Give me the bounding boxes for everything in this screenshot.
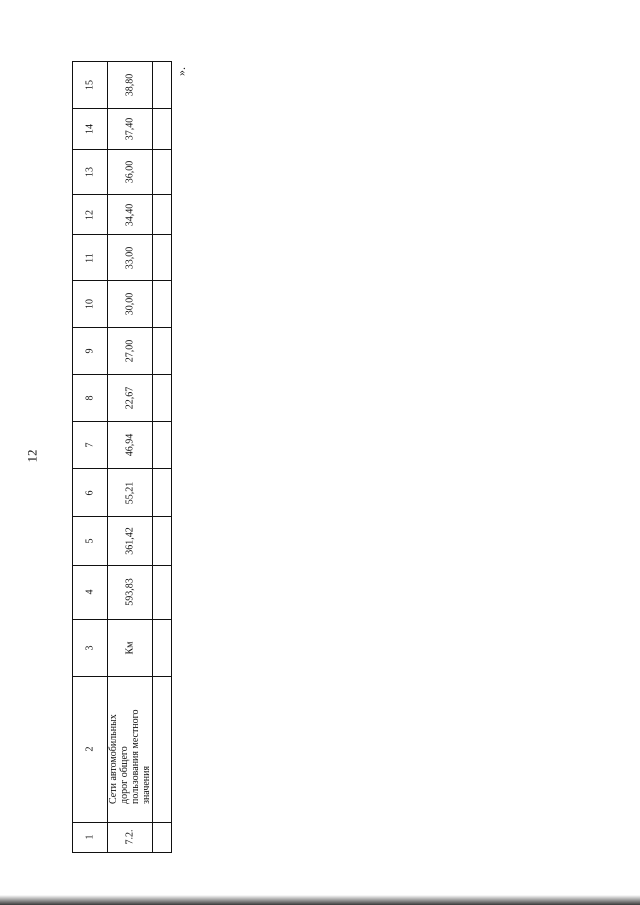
header-cell: 14 bbox=[73, 109, 108, 150]
table-cell: Км bbox=[108, 619, 153, 676]
table-cell: 38,80 bbox=[108, 62, 153, 109]
table-cell: 593,83 bbox=[108, 565, 153, 619]
table-cell-empty bbox=[153, 195, 172, 235]
header-cell: 3 bbox=[73, 619, 108, 676]
header-cell: 15 bbox=[73, 62, 108, 109]
table-cell: 36,00 bbox=[108, 150, 153, 195]
header-cell: 9 bbox=[73, 328, 108, 375]
table-cell: 37,40 bbox=[108, 109, 153, 150]
table-cell: 33,00 bbox=[108, 235, 153, 281]
scan-edge bbox=[0, 895, 640, 905]
table-cell-empty bbox=[153, 822, 172, 852]
header-cell: 5 bbox=[73, 517, 108, 565]
table-cell: 22,67 bbox=[108, 375, 153, 422]
table-cell: 30,00 bbox=[108, 281, 153, 328]
table-cell: 55,21 bbox=[108, 469, 153, 517]
header-cell: 6 bbox=[73, 469, 108, 517]
header-cell: 7 bbox=[73, 422, 108, 469]
table-cell: 361,42 bbox=[108, 517, 153, 565]
table-cell-empty bbox=[153, 109, 172, 150]
header-cell: 10 bbox=[73, 281, 108, 328]
header-cell: 2 bbox=[73, 676, 108, 822]
table-cell-empty bbox=[153, 375, 172, 422]
header-cell: 4 bbox=[73, 565, 108, 619]
table-cell-empty bbox=[153, 422, 172, 469]
table-cell-description: Сети автомобильных дорог общего пользования местного значения bbox=[108, 676, 153, 822]
table-cell-empty bbox=[153, 619, 172, 676]
header-cell: 13 bbox=[73, 150, 108, 195]
table-cell-empty bbox=[153, 517, 172, 565]
table-cell: 27,00 bbox=[108, 328, 153, 375]
table-cell: 7.2. bbox=[108, 822, 153, 852]
table-cell-empty bbox=[153, 676, 172, 822]
table-cell-empty bbox=[153, 565, 172, 619]
header-cell: 8 bbox=[73, 375, 108, 422]
header-cell: 1 bbox=[73, 822, 108, 852]
data-table bbox=[72, 61, 168, 853]
table-cell: 34,40 bbox=[108, 195, 153, 235]
table-cell-empty bbox=[153, 235, 172, 281]
page-number: 12 bbox=[24, 449, 40, 463]
header-cell: 11 bbox=[73, 235, 108, 281]
table-cell-empty bbox=[153, 328, 172, 375]
header-cell: 12 bbox=[73, 195, 108, 235]
table-cell-empty bbox=[153, 150, 172, 195]
closing-quote-mark: ». bbox=[174, 67, 188, 76]
table-cell: 46,94 bbox=[108, 422, 153, 469]
table-cell-empty bbox=[153, 62, 172, 109]
table-cell-empty bbox=[153, 469, 172, 517]
table-cell-empty bbox=[153, 281, 172, 328]
